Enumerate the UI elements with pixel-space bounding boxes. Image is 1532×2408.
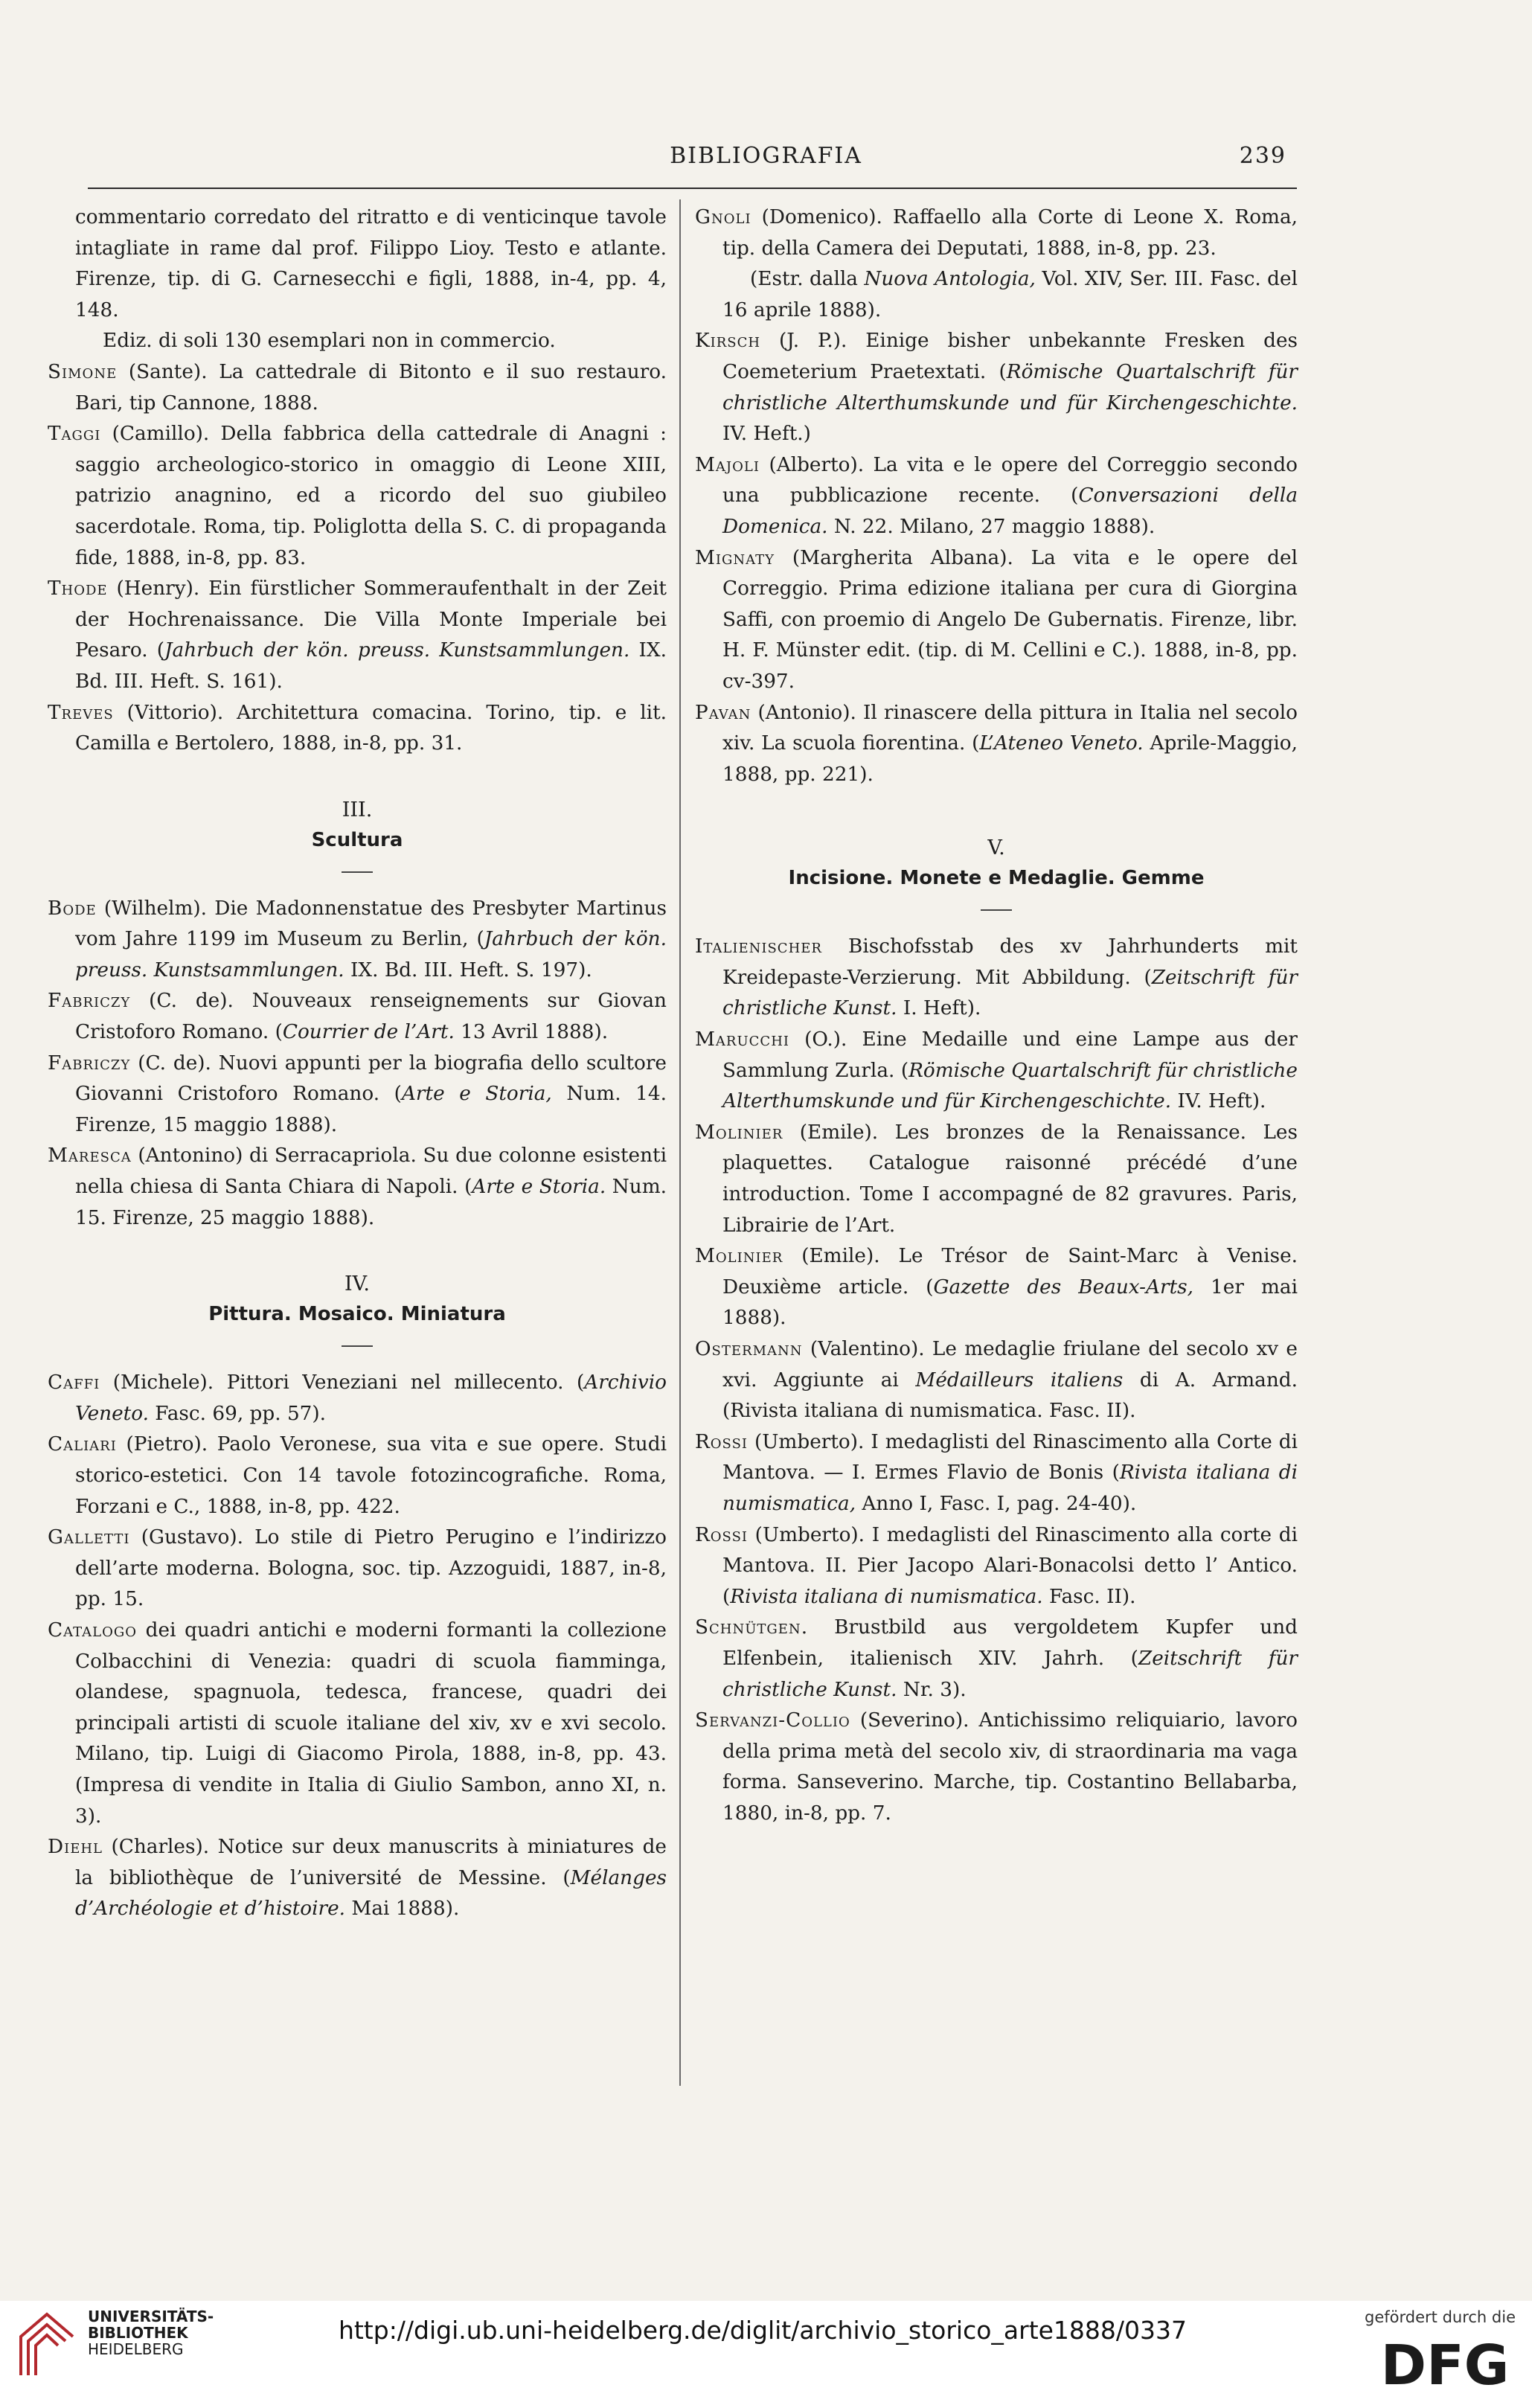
bib-entry: Maresca (Antonino) di Serracapriola. Su due colonne esistenti nella chiesa di Santa Chiara di Napoli. (Arte e Storia. Num. 15. Firenze, 25 maggio 1888). xyxy=(48,1144,667,1229)
bib-entry: Caliari (Pietro). Paolo Veronese, sua vita e sue opere. Studi storico-estetici. Con 14 tavole fotozincografiche. Roma, Forzani e C., 1888, in-8, pp. 422. xyxy=(48,1433,667,1518)
svg-text:DFG: DFG xyxy=(1380,2337,1510,2390)
bib-entry: Taggi (Camillo). Della fabbrica della cattedrale di Anagni : saggio archeologico-storico in omaggio di Leone XIII, patrizio anagnino, ed a ricordo del suo giubileo sacerdotale. Roma, tip. Poliglotta della S. C. di propaganda fide, 1888, in-8, pp. 83. xyxy=(48,423,667,569)
bib-entry: Marucchi (O.). Eine Medaille und eine Lampe aus der Sammlung Zurla. (Römische Quartalschrift für christliche Alterthumskunde und für Kirchengeschichte. IV. Heft). xyxy=(695,1028,1298,1113)
running-title: BIBLIOGRAFIA xyxy=(670,143,862,169)
permalink-url[interactable]: http://digi.ub.uni-heidelberg.de/diglit/archivio_storico_arte1888/0337 xyxy=(338,2316,1188,2345)
entry-author: Kirsch xyxy=(695,330,761,353)
section-heading-sculpture xyxy=(48,795,667,873)
entry-author: Majoli xyxy=(695,453,760,476)
bib-entry: Servanzi-Collio (Severino). Antichissimo reliquiario, lavoro della prima metà del secolo xiv, di straordinaria ma vaga forma. Sanseverino. Marche, tip. Costantino Bellabarba, 1880, in-8, pp. 7. xyxy=(695,1709,1298,1825)
bib-entry: Majoli (Alberto). La vita e le opere del Correggio secondo una pubblicazione recente. (Conversazioni della Domenica. N. 22. Milano, 27 maggio 1888). xyxy=(695,453,1298,538)
bib-entry: Pavan (Antonio). Il rinascere della pittura in Italia nel secolo xiv. La scuola fiorentina. (L’Ateneo Veneto. Aprile-Maggio, 1888, pp. 221). xyxy=(695,701,1298,786)
entry-author: Taggi xyxy=(48,423,101,446)
section-title: Incisione. Monete e Medaglie. Gemme xyxy=(788,867,1205,890)
left-top-entries xyxy=(48,202,667,760)
right-column xyxy=(695,202,1298,1830)
entry-author: Schnütgen xyxy=(695,1616,801,1639)
entry-author: Rossi xyxy=(695,1523,749,1546)
section-number: III. xyxy=(342,798,373,822)
bib-entry: Simone (Sante). La cattedrale di Bitonto e il suo restauro. Bari, tip Cannone, 1888. xyxy=(48,360,667,414)
entry-author: Marucchi xyxy=(695,1028,790,1051)
bib-entry: Rossi (Umberto). I medaglisti del Rinascimento alla Corte di Mantova. — I. Ermes Flavio de Bonis (Rivista italiana di numismatica, Anno I, Fasc. I, pag. 24-40). xyxy=(695,1430,1298,1515)
university-library-logo-text: UNIVERSITÄTS- BIBLIOTHEK HEIDELBERG xyxy=(88,2308,214,2358)
bib-entry: Kirsch (J. P.). Einige bisher unbekannte Fresken des Coemeterium Praetextati. (Römische Quartalschrift für christliche Alterthumskunde und für Kirchengeschichte. IV. Heft.) xyxy=(695,330,1298,446)
entry-author: Mignaty xyxy=(695,546,775,569)
section-heading-engraving xyxy=(695,833,1298,911)
engraving-entries xyxy=(695,932,1298,1829)
entry-author: Servanzi-Collio xyxy=(695,1709,850,1732)
bib-entry: Bode (Wilhelm). Die Madonnenstatue des Presbyter Martinus vom Jahre 1199 im Museum zu Berlin, (Jahrbuch der kön. preuss. Kunstsammlungen. IX. Bd. III. Heft. S. 197). xyxy=(48,897,667,982)
painting-entries xyxy=(48,1368,667,1925)
entry-author: Caffi xyxy=(48,1371,100,1394)
bib-entry: Fabriczy (C. de). Nouveaux renseignements sur Giovan Cristoforo Romano. (Courrier de l’Art. 13 Avril 1888). xyxy=(48,990,667,1044)
bib-entry: Catalogo dei quadri antichi e moderni formanti la collezione Colbacchini di Venezia: quadri di scuola fiamminga, olandese, spagnuola, tedesca, francese, quadri dei principali artisti di scuole italiane del xiv, xv e xvi secolo. Milano, tip. Luigi di Giacomo Pirola, 1888, in-8, pp. 43. (Impresa di vendite in Italia di Giulio Sambon, anno XI, n. 3). xyxy=(48,1618,667,1828)
page-number: 239 xyxy=(1239,143,1286,169)
bib-entry: Italienischer Bischofsstab des xv Jahrhunderts mit Kreidepaste-Verzierung. Mit Abbildung. (Zeitschrift für christliche Kunst. I. Heft). xyxy=(695,935,1298,1020)
section-title: Scultura xyxy=(311,828,403,851)
entry-author: Ostermann xyxy=(695,1338,803,1360)
running-head xyxy=(0,143,1532,173)
bib-entry: Gnoli (Domenico). Raffaello alla Corte di Leone X. Roma, tip. della Camera dei Deputati, 1888, in-8, pp. 23. xyxy=(695,206,1298,260)
entry-note: Ediz. di soli 130 esemplari non in commercio. xyxy=(103,330,556,353)
section-number: V. xyxy=(987,836,1005,860)
header-rule xyxy=(88,188,1297,189)
bib-entry: Caffi (Michele). Pittori Veneziani nel millecento. (Archivio Veneto. Fasc. 69, pp. 57). xyxy=(48,1371,667,1425)
bib-entry: Molinier (Emile). Les bronzes de la Renaissance. Les plaquettes. Catalogue raisonné précédé d’une introduction. Tome I accompagné de 82 gravures. Paris, Librairie de l’Art. xyxy=(695,1121,1298,1237)
sculpture-entries xyxy=(48,894,667,1235)
entry-author: Catalogo xyxy=(48,1618,138,1642)
right-top-entries xyxy=(695,202,1298,790)
bib-entry: Rossi (Umberto). I medaglisti del Rinascimento alla corte di Mantova. II. Pier Jacopo Alari-Bonacolsi detto l’ Antico. (Rivista italiana di numismatica. Fasc. II). xyxy=(695,1523,1298,1608)
entry-author: Diehl xyxy=(48,1836,103,1859)
left-column xyxy=(48,202,667,1925)
section-rule xyxy=(342,1345,373,1347)
bib-entry: Thode (Henry). Ein fürstlicher Sommeraufenthalt in der Zeit der Hochrenaissance. Die Villa Monte Imperiale bei Pesaro. (Jahrbuch der kön. preuss. Kunstsammlungen. IX. Bd. III. Heft. S. 161). xyxy=(48,577,667,693)
entry-author: Fabriczy xyxy=(48,990,131,1013)
section-rule xyxy=(342,871,373,873)
entry-author: Caliari xyxy=(48,1433,117,1456)
dfg-logo-icon xyxy=(1374,2337,1516,2390)
bib-entry: Galletti (Gustavo). Lo stile di Pietro Perugino e l’indirizzo dell’arte moderna. Bologna, soc. tip. Azzoguidi, 1887, in-8, pp. 15. xyxy=(48,1526,667,1611)
bib-entry: Mignaty (Margherita Albana). La vita e le opere del Correggio. Prima edizione italiana per cura di Giorgina Saffi, con proemio di Angelo De Gubernatis. Firenze, libr. H. F. Münster edit. (tip. di M. Cellini e C.). 1888, in-8, pp. cv-397. xyxy=(695,546,1298,693)
entry-author: Molinier xyxy=(695,1245,783,1268)
bib-entry: Ostermann (Valentino). Le medaglie friulane del secolo xv e xvi. Aggiunte ai Médailleurs italiens di A. Armand. (Rivista italiana di numismatica. Fasc. II). xyxy=(695,1338,1298,1423)
entry-author: Molinier xyxy=(695,1121,783,1144)
section-title: Pittura. Mosaico. Miniatura xyxy=(208,1303,506,1326)
entry-note: (Estr. dalla Nuova Antologia, Vol. XIV, Ser. III. Fasc. del 16 aprile 1888). xyxy=(722,268,1298,321)
entry-author: Italienischer xyxy=(695,935,822,958)
section-rule xyxy=(981,909,1012,911)
entry-author: Simone xyxy=(48,360,118,383)
university-library-logo-icon xyxy=(13,2307,80,2381)
entry-author: Fabriczy xyxy=(48,1051,131,1075)
bib-entry: Fabriczy (C. de). Nuovi appunti per la biografia dello scultore Giovanni Cristoforo Romano. (Arte e Storia, Num. 14. Firenze, 15 maggio 1888). xyxy=(48,1051,667,1136)
section-number: IV. xyxy=(344,1272,371,1296)
entry-continuation: commentario corredato del ritratto e di venticinque tavole intagliate in rame dal prof. Filippo Lioy. Testo e atlante. Firenze, tip. di G. Carnesecchi e figli, 1888, in-4, pp. 4, 148. xyxy=(75,206,667,321)
digitization-footer xyxy=(0,2301,1532,2408)
column-rule xyxy=(679,199,681,2086)
entry-author: Pavan xyxy=(695,701,751,724)
entry-author: Treves xyxy=(48,701,114,724)
bib-entry: Treves (Vittorio). Architettura comacina. Torino, tip. e lit. Camilla e Bertolero, 1888, in-8, pp. 31. xyxy=(48,701,667,755)
entry-author: Thode xyxy=(48,577,108,601)
entry-author: Galletti xyxy=(48,1526,130,1549)
bib-entry: Molinier (Emile). Le Trésor de Saint-Marc à Venise. Deuxième article. (Gazette des Beaux-Arts, 1er mai 1888). xyxy=(695,1245,1298,1330)
entry-author: Gnoli xyxy=(695,206,751,228)
bib-entry: Diehl (Charles). Notice sur deux manuscrits à miniatures de la bibliothèque de l’université de Messine. (Mélanges d’Archéologie et d’histoire. Mai 1888). xyxy=(48,1836,667,1921)
entry-author: Bode xyxy=(48,897,97,920)
bib-entry: Schnütgen. Brustbild aus vergoldetem Kupfer und Elfenbein, italienisch XIV. Jahrh. (Zeitschrift für christliche Kunst. Nr. 3). xyxy=(695,1616,1298,1701)
section-heading-painting xyxy=(48,1269,667,1347)
dfg-funding-caption: gefördert durch die xyxy=(1365,2308,1516,2326)
entry-author: Maresca xyxy=(48,1144,132,1168)
entry-author: Rossi xyxy=(695,1430,749,1453)
